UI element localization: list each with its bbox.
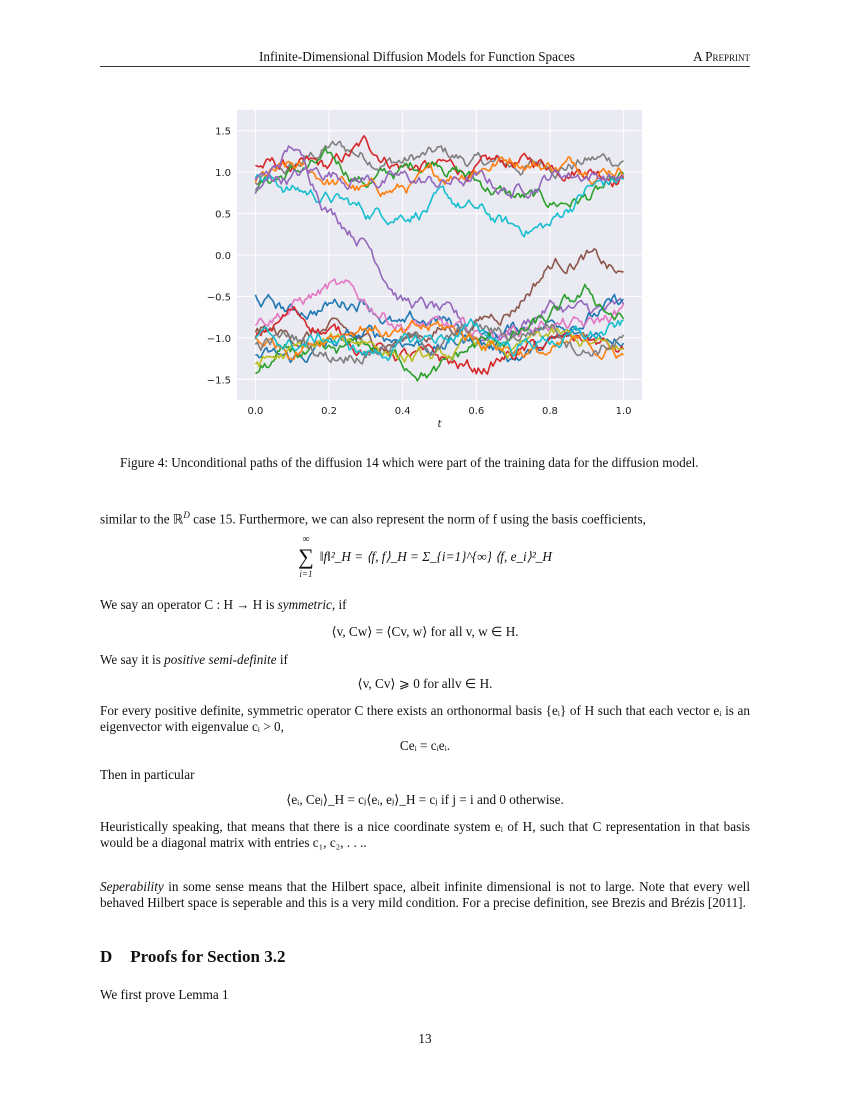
- text: in some sense means that the Hilbert space, albeit infinite dimensional is not to large. Note that every well behaved Hilbert space is seperable and this is a very mild condition. For a precise definition, see Brezis and Brézis [2011].: [100, 879, 750, 910]
- diffusion-paths-chart: [195, 100, 655, 440]
- preprint-tag: A Preprint: [693, 49, 750, 64]
- text: similar to the ℝ: [100, 511, 184, 527]
- text: We say an operator C : H → H is: [100, 597, 278, 612]
- text: , if: [331, 597, 347, 612]
- sum-symbol: ∑: [298, 544, 314, 569]
- x-tick-label: 0.0: [247, 406, 264, 417]
- x-tick-label: 1.0: [615, 406, 632, 417]
- section-number: D: [100, 947, 113, 966]
- paragraph-norm: [100, 507, 750, 527]
- equation-norm: [100, 530, 750, 578]
- text: Seperability: [100, 879, 164, 894]
- x-tick-label: 0.2: [321, 406, 337, 417]
- y-tick-label: 1.5: [215, 126, 231, 138]
- y-tick-label: −1.5: [206, 375, 231, 387]
- y-tick-label: −1.0: [206, 333, 231, 345]
- x-axis-label: t: [437, 419, 442, 430]
- paragraph-psd: [100, 652, 750, 668]
- page-number: 13: [418, 1031, 432, 1046]
- text: positive semi-definite: [164, 652, 277, 667]
- equation-norm-text: ‖f‖²_H = ⟨f, f⟩_H = Σ_{i=1}^{∞} ⟨f, e_i⟩²_H: [319, 549, 552, 564]
- equation-psd: ⟨v, Cv⟩ ⩾ 0 for allv ∈ H.: [357, 676, 493, 691]
- y-tick-label: 0.5: [215, 209, 231, 221]
- sum-lower: i=1: [299, 569, 313, 579]
- paragraph-symmetric: [100, 597, 750, 613]
- running-title: Infinite-Dimensional Diffusion Models for Function Spaces: [259, 49, 575, 64]
- paragraph-lemma: We first prove Lemma 1: [100, 987, 229, 1002]
- x-tick-label: 0.4: [394, 406, 411, 417]
- figure-caption: Figure 4: Unconditional paths of the diffusion 14 which were part of the training data for the diffusion model.: [120, 455, 699, 470]
- equation-symmetric: ⟨v, Cw⟩ = ⟨Cv, w⟩ for all v, w ∈ H.: [331, 624, 519, 639]
- paragraph-heuristic: Heuristically speaking, that means that there is a nice coordinate system eᵢ of H, such that C representation in that basis would be a diagonal matrix with entries c₁, c₂, . . ..: [100, 819, 750, 850]
- section-title: Proofs for Section 3.2: [130, 947, 286, 966]
- paragraph-separability: [100, 879, 750, 911]
- equation-eigen: Ceᵢ = cᵢeᵢ.: [399, 738, 451, 753]
- text: if: [276, 652, 288, 667]
- y-tick-label: −0.5: [206, 292, 231, 304]
- text: case 15. Furthermore, we can also represent the norm of f using the basis coefficients,: [189, 511, 646, 527]
- sum-stack: [298, 534, 314, 580]
- sum-upper: ∞: [302, 534, 310, 545]
- paragraph-particular: Then in particular: [100, 767, 195, 782]
- text: We say it is: [100, 652, 165, 667]
- x-tick-label: 0.8: [542, 406, 558, 417]
- equation-inner: ⟨eᵢ, Ceⱼ⟩_H = cⱼ⟨eᵢ, eⱼ⟩_H = cⱼ if j = i and 0 otherwise.: [286, 792, 564, 807]
- x-tick-label: 0.6: [468, 406, 485, 417]
- section-heading: [100, 947, 285, 967]
- header-rule: [100, 66, 750, 67]
- y-tick-label: 1.0: [215, 168, 231, 180]
- y-tick-label: 0.0: [215, 251, 231, 262]
- text: symmetric: [277, 597, 332, 612]
- text: D: [183, 510, 190, 520]
- paragraph-eigen: For every positive definite, symmetric operator C there exists an orthonormal basis {eᵢ} of H such that each vector eᵢ is an eigenvector with eigenvalue cᵢ > 0,: [100, 703, 750, 734]
